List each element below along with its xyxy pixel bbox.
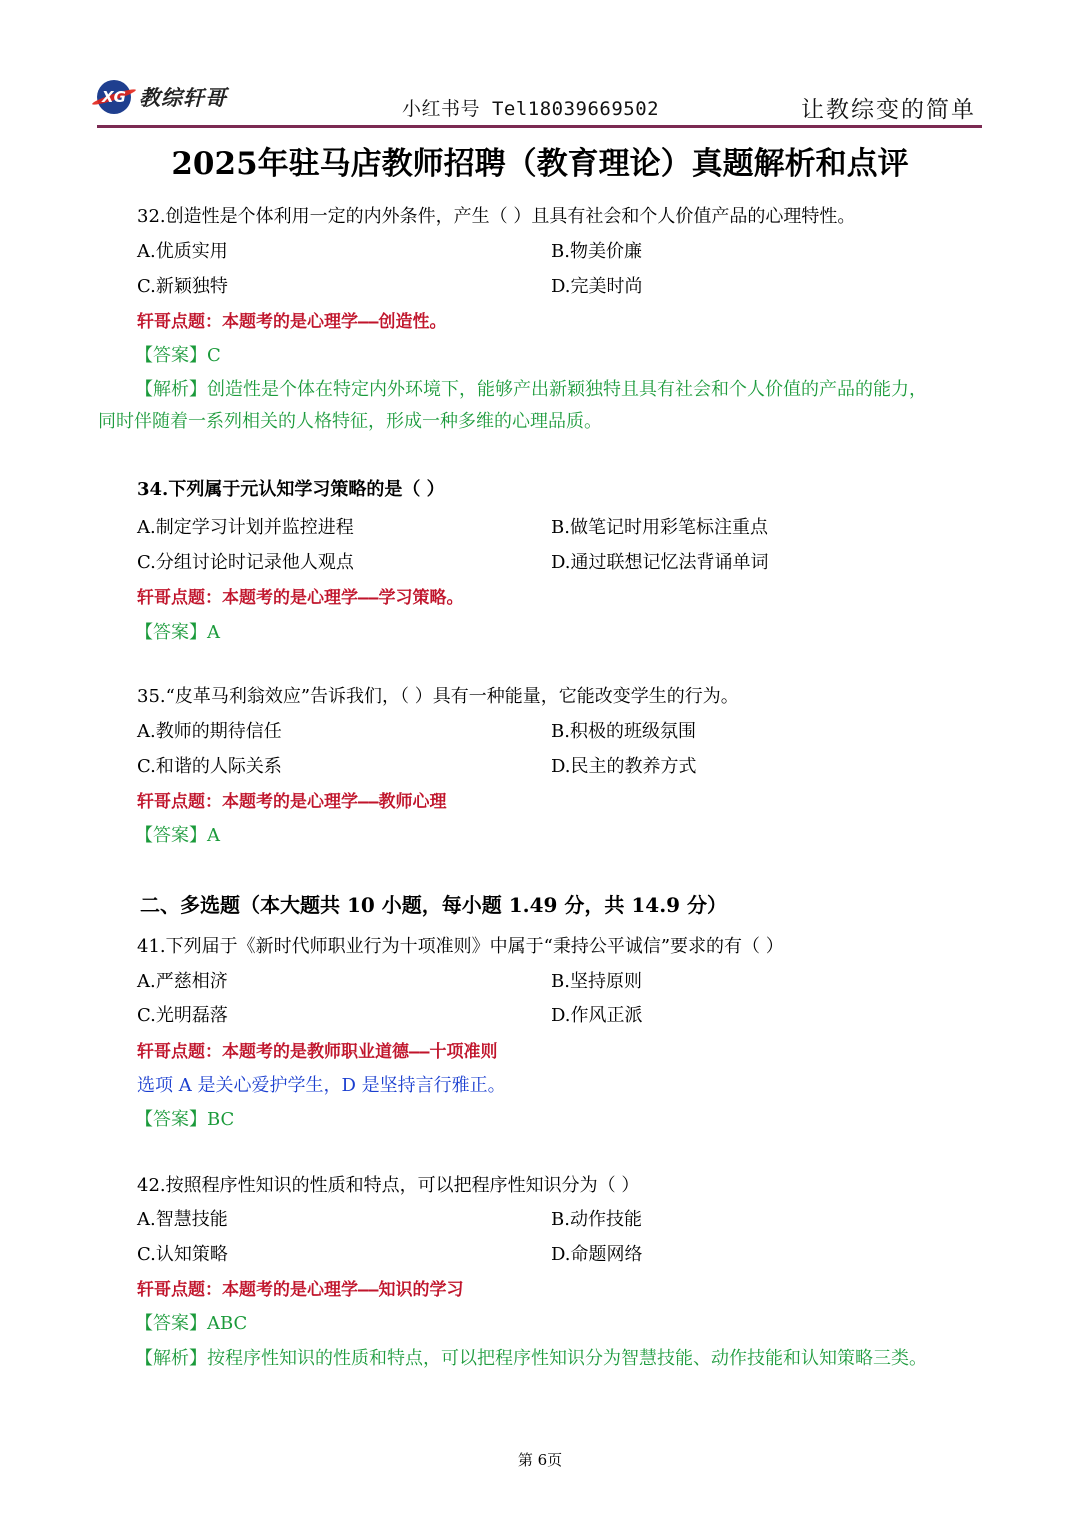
page-number: 第 6页 [517, 1451, 563, 1469]
page-header [0, 0, 1080, 130]
q41-option-d: D.作风正派 [551, 1005, 643, 1026]
q42-option-a: A.智慧技能 [137, 1209, 228, 1230]
q35-option-c: C.和谐的人际关系 [137, 756, 282, 777]
q34-answer: 【答案】A [135, 622, 220, 643]
q41-option-a: A.严慈相济 [137, 971, 228, 992]
q42-note: 轩哥点题：本题考的是心理学——知识的学习 [137, 1280, 464, 1300]
q32-explanation: 【解析】创造性是个体在特定内外环境下，能够产出新颖独特且具有社会和个人价值的产品的能力， [135, 379, 927, 400]
q32-option-c: C.新颖独特 [137, 276, 228, 297]
q41-note: 轩哥点题：本题考的是教师职业道德——十项准则 [137, 1042, 498, 1062]
q32-explanation-cont: 同时伴随着一系列相关的人格特征，形成一种多维的心理品质。 [98, 411, 602, 432]
slogan: 让教综变的简单 [801, 97, 976, 123]
q41-option-b: B.坚持原则 [551, 971, 642, 992]
question-35: 35.“皮革马利翁效应”告诉我们，（ ）具有一种能量，它能改变学生的行为。 [137, 686, 739, 707]
q35-option-a: A.教师的期待信任 [137, 721, 282, 742]
question-34: 34.下列属于元认知学习策略的是（ ） [137, 479, 445, 500]
q35-answer: 【答案】A [135, 825, 220, 846]
q32-option-b: B.物美价廉 [551, 241, 642, 262]
q32-answer: 【答案】C [135, 345, 221, 366]
q35-option-b: B.积极的班级氛围 [551, 721, 696, 742]
header-divider [97, 125, 982, 128]
page-title: 2025年驻马店教师招聘（教育理论）真题解析和点评 [171, 146, 909, 182]
question-42: 42.按照程序性知识的性质和特点，可以把程序性知识分为（ ） [137, 1175, 640, 1196]
q41-remark: 选项 A 是关心爱护学生，D 是坚持言行雅正。 [137, 1075, 506, 1096]
q42-option-d: D.命题网络 [551, 1244, 643, 1265]
q35-option-d: D.民主的教养方式 [551, 756, 697, 777]
brand-logo [97, 80, 227, 114]
q32-option-a: A.优质实用 [137, 241, 228, 262]
q41-answer: 【答案】BC [135, 1109, 235, 1130]
q34-option-d: D.通过联想记忆法背诵单词 [551, 552, 769, 573]
q42-option-b: B.动作技能 [551, 1209, 642, 1230]
q42-explanation: 【解析】按程序性知识的性质和特点，可以把程序性知识分为智慧技能、动作技能和认知策略三类。 [135, 1348, 927, 1369]
q42-option-c: C.认知策略 [137, 1244, 228, 1265]
q34-option-c: C.分组讨论时记录他人观点 [137, 552, 354, 573]
q35-note: 轩哥点题：本题考的是心理学——教师心理 [137, 792, 447, 812]
q34-note: 轩哥点题：本题考的是心理学——学习策略。 [137, 588, 464, 608]
section-heading: 二、多选题（本大题共 10 小题，每小题 1.49 分，共 14.9 分） [140, 893, 728, 917]
q32-option-d: D.完美时尚 [551, 276, 643, 297]
q34-option-a: A.制定学习计划并监控进程 [137, 517, 354, 538]
q41-option-c: C.光明磊落 [137, 1005, 228, 1026]
question-41: 41.下列届于《新时代师职业行为十项准则》中属于“秉持公平诚信”要求的有（ ） [137, 936, 784, 957]
contact-info: 小红书号 Tel18039669502 [402, 98, 660, 120]
q32-note: 轩哥点题：本题考的是心理学——创造性。 [137, 312, 447, 332]
logo-text: 教综轩哥 [139, 86, 227, 110]
q34-option-b: B.做笔记时用彩笔标注重点 [551, 517, 768, 538]
q42-answer: 【答案】ABC [135, 1313, 248, 1334]
logo-mark-icon: XG [97, 80, 131, 114]
question-32: 32.创造性是个体利用一定的内外条件，产生（ ）且具有社会和个人价值产品的心理特性。 [137, 206, 856, 227]
